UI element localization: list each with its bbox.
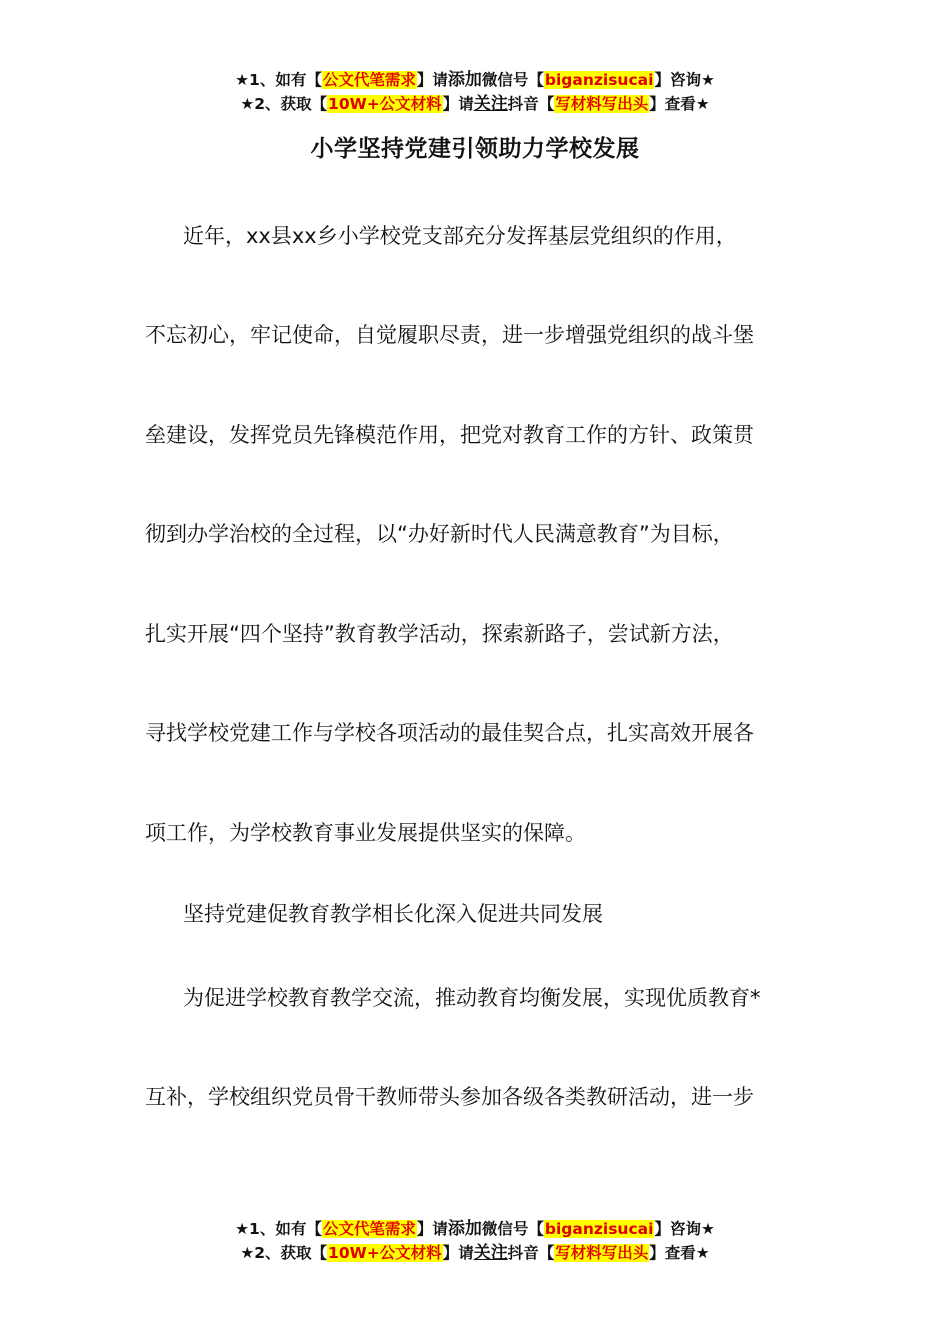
banner-emphasis: 添加	[447, 70, 482, 90]
body-line: 彻到办学治校的全过程，以“办好新时代人民满意教育”为目标，	[145, 522, 734, 546]
highlight-service: 公文代笔需求	[322, 71, 416, 89]
body-line: 互补，学校组织党员骨干教师带头参加各级各类教研活动，进一步	[145, 1085, 754, 1109]
banner-text: 】请	[416, 1220, 448, 1238]
banner-text: 】请	[442, 95, 474, 113]
highlight-materials: 10W+公文材料	[328, 95, 442, 113]
banner-text: 】请	[416, 71, 448, 89]
highlight-douyin-account: 写材料写出头	[555, 1244, 649, 1262]
body-line: 近年，xx县xx乡小学校党支部充分发挥基层党组织的作用，	[183, 224, 737, 248]
banner-text: 抖音【	[507, 1244, 555, 1262]
body-line: 项工作，为学校教育事业发展提供坚实的保障。	[145, 821, 586, 845]
banner-text: 】查看★	[649, 1244, 710, 1262]
top-banner	[0, 68, 950, 116]
body-line: 不忘初心，牢记使命，自觉履职尽责，进一步增强党组织的战斗堡	[145, 323, 754, 347]
banner-emphasis: 关注	[473, 1243, 508, 1263]
banner-text: ★2、获取【	[240, 95, 328, 113]
banner-text: ★2、获取【	[240, 1244, 328, 1262]
highlight-wechat-id: biganzisucai	[544, 71, 654, 89]
banner-text: 】咨询★	[654, 1220, 715, 1238]
banner-text: 微信号【	[481, 71, 544, 89]
body-line: 寻找学校党建工作与学校各项活动的最佳契合点，扎实高效开展各	[145, 721, 754, 745]
banner-text: ★1、如有【	[235, 71, 322, 89]
banner-text: 】咨询★	[654, 71, 715, 89]
banner-emphasis: 关注	[473, 94, 508, 114]
highlight-materials: 10W+公文材料	[328, 1244, 442, 1262]
banner-text: 】查看★	[649, 95, 710, 113]
banner-line-1	[0, 1217, 950, 1241]
body-line: 为促进学校教育教学交流，推动教育均衡发展，实现优质教育*	[183, 986, 761, 1010]
bottom-banner	[0, 1217, 950, 1265]
highlight-douyin-account: 写材料写出头	[555, 95, 649, 113]
banner-line-2	[0, 92, 950, 116]
highlight-wechat-id: biganzisucai	[544, 1220, 654, 1238]
body-line: 垒建设，发挥党员先锋模范作用，把党对教育工作的方针、政策贯	[145, 423, 754, 447]
banner-text: 抖音【	[507, 95, 555, 113]
banner-text: ★1、如有【	[235, 1220, 322, 1238]
banner-text: 】请	[442, 1244, 474, 1262]
banner-text: 微信号【	[481, 1220, 544, 1238]
section-heading: 坚持党建促教育教学相长化深入促进共同发展	[183, 902, 603, 926]
banner-line-1	[0, 68, 950, 92]
banner-emphasis: 添加	[447, 1219, 482, 1239]
document-title: 小学坚持党建引领助力学校发展	[310, 136, 640, 162]
banner-line-2	[0, 1241, 950, 1265]
highlight-service: 公文代笔需求	[322, 1220, 416, 1238]
body-line: 扎实开展“四个坚持”教育教学活动，探索新路子，尝试新方法，	[145, 622, 734, 646]
